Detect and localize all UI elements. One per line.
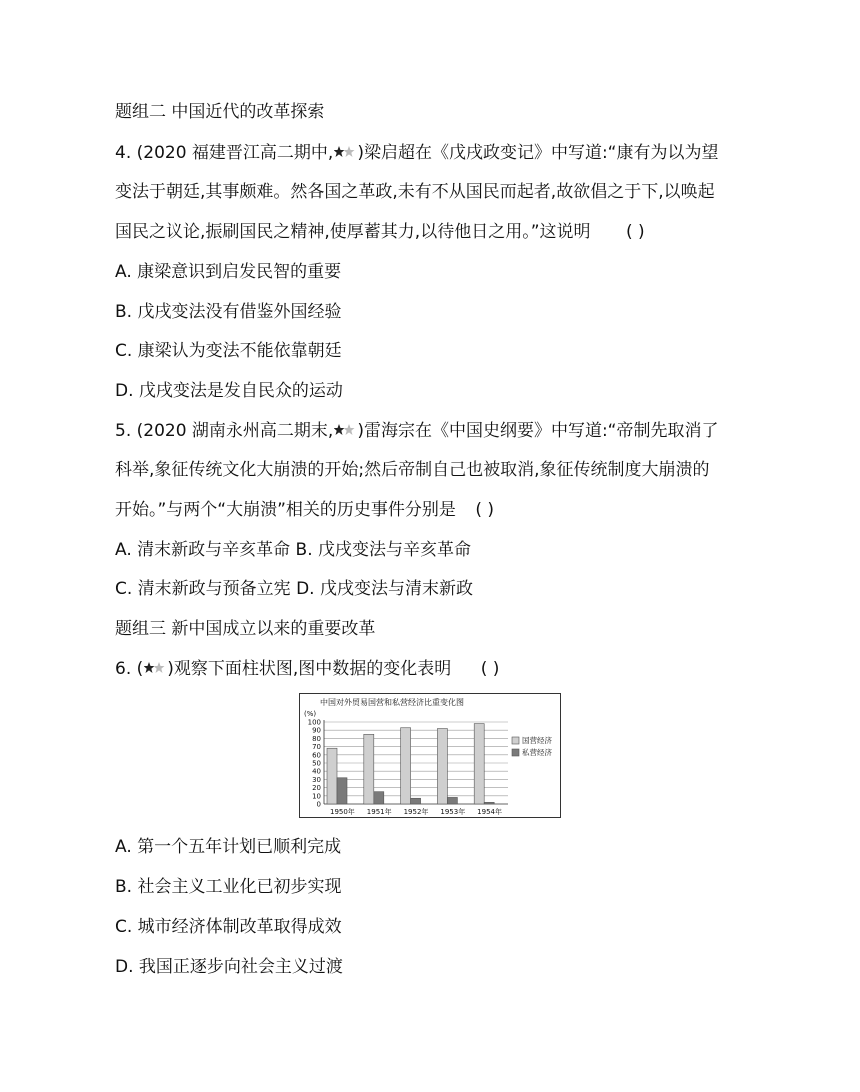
y-tick-label: 40 [312, 767, 321, 776]
y-tick-label: 100 [307, 718, 321, 727]
bar-chart-svg [300, 694, 560, 817]
bar [474, 724, 484, 804]
q4-option-d-text: D. 戊戌变法是发自民众的运动 [115, 381, 343, 401]
q6-rest: )观察下面柱状图,图中数据的变化表明 [167, 659, 452, 679]
bar [411, 798, 421, 804]
q4-prefix: 4. (2020 福建晋江高二期中, [115, 143, 334, 163]
chart-title: 中国对外贸易国营和私营经济比重变化图 [320, 698, 464, 707]
q5-options-row-2-text: C. 清末新政与预备立宪 D. 戊戌变法与清末新政 [115, 579, 473, 599]
q6-prefix: 6. ( [115, 659, 144, 679]
q4-option-c [115, 340, 342, 362]
x-tick-label: 1950年 [329, 808, 355, 816]
x-tick-label: 1954年 [477, 808, 503, 816]
q4-line-2 [115, 181, 715, 203]
section-title-2 [115, 101, 324, 123]
q4-line-1 [115, 142, 719, 164]
bar-chart [299, 693, 561, 818]
bar [484, 802, 494, 804]
q4-line2-text: 变法于朝廷,其事颇难。然各国之革政,未有不从国民而起者,故欲倡之于下,以唤起 [115, 182, 715, 202]
legend-label: 私营经济 [522, 748, 552, 757]
legend-swatch [512, 737, 519, 744]
q6-answer-paren: ( ) [480, 659, 500, 679]
q5-line-3 [115, 499, 494, 521]
bar [374, 792, 384, 804]
x-tick-label: 1952年 [403, 808, 429, 816]
q4-answer-paren: ( ) [625, 222, 645, 242]
q5-answer-paren: ( ) [475, 500, 494, 520]
y-tick-label: 10 [312, 792, 321, 801]
y-tick-label: 50 [312, 759, 321, 768]
q6-option-b-text: B. 社会主义工业化已初步实现 [115, 877, 342, 897]
y-tick-label: 30 [312, 775, 321, 784]
q6-option-c-text: C. 城市经济体制改革取得成效 [115, 917, 342, 937]
chart-ylabel: (%) [304, 710, 317, 718]
q5-options-row-2 [115, 578, 473, 600]
star-rating-icon [144, 661, 166, 675]
star-rating-icon [334, 423, 356, 437]
bar [327, 748, 337, 804]
q6-line-1 [115, 658, 499, 680]
q5-line-1 [115, 420, 719, 442]
bar [437, 729, 447, 804]
q5-options-row-1-text: A. 清末新政与辛亥革命 B. 戊戌变法与辛亥革命 [115, 540, 472, 560]
q5-line3-text: 开始。”与两个“大崩溃”相关的历史事件分别是 [115, 500, 456, 520]
q4-option-a [115, 261, 341, 283]
legend-label: 国营经济 [522, 736, 552, 745]
q6-option-d [115, 956, 343, 978]
q6-option-a-text: A. 第一个五年计划已顺利完成 [115, 837, 342, 857]
y-tick-label: 60 [312, 751, 321, 760]
q4-option-c-text: C. 康梁认为变法不能依靠朝廷 [115, 341, 342, 361]
bar [337, 778, 347, 804]
section-title-2-text: 题组二 中国近代的改革探索 [115, 102, 325, 122]
bar [401, 728, 411, 804]
q4-option-d [115, 380, 343, 402]
legend-swatch [512, 749, 519, 756]
q5-line2-text: 科举,象征传统文化大崩溃的开始;然后帝制自己也被取消,象征传统制度大崩溃的 [115, 460, 710, 480]
q4-option-b [115, 301, 341, 323]
bar [364, 734, 374, 804]
star-rating-icon [334, 145, 356, 159]
q6-option-d-text: D. 我国正逐步向社会主义过渡 [115, 957, 343, 977]
x-tick-label: 1951年 [366, 808, 392, 816]
section-title-3 [115, 618, 375, 640]
q4-line1-rest: )梁启超在《戊戌政变记》中写道:“康有为以为望 [357, 143, 719, 163]
q4-option-a-text: A. 康梁意识到启发民智的重要 [115, 262, 342, 282]
q5-prefix: 5. (2020 湖南永州高二期末, [115, 421, 334, 441]
q6-option-a [115, 836, 341, 858]
q4-line3-text: 国民之议论,振刷国民之精神,使厚蓄其力,以待他日之用。”这说明 [115, 222, 591, 242]
q5-line-2 [115, 459, 710, 481]
y-tick-label: 0 [316, 800, 321, 809]
q4-option-b-text: B. 戊戌变法没有借鉴外国经验 [115, 302, 342, 322]
section-title-3-text: 题组三 新中国成立以来的重要改革 [115, 619, 376, 639]
q5-line1-rest: )雷海宗在《中国史纲要》中写道:“帝制先取消了 [357, 421, 719, 441]
q6-option-c [115, 916, 342, 938]
q5-options-row-1 [115, 539, 471, 561]
q6-option-b [115, 876, 341, 898]
y-tick-label: 70 [312, 743, 321, 752]
y-tick-label: 80 [312, 734, 321, 743]
y-tick-label: 90 [312, 726, 321, 735]
q4-line-3 [115, 221, 645, 243]
bar [447, 797, 457, 804]
y-tick-label: 20 [312, 784, 321, 793]
x-tick-label: 1953年 [440, 808, 466, 816]
